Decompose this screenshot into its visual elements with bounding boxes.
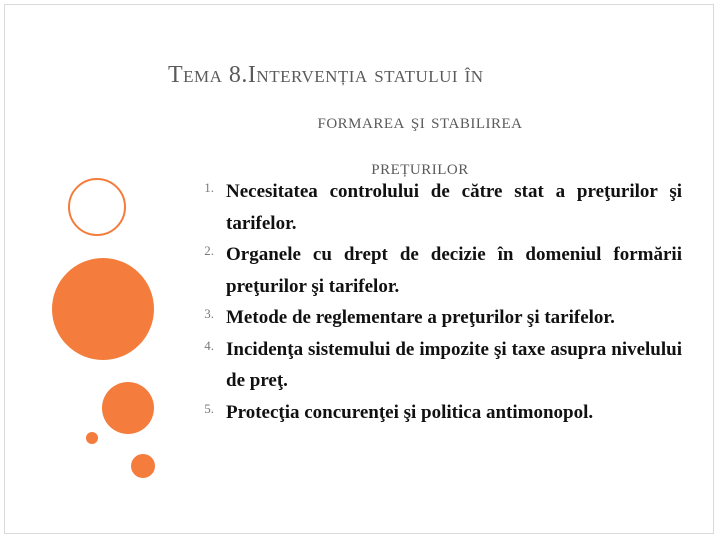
title-line-2: formarea şi stabilirea: [317, 108, 523, 133]
title-line-3: prețurilor: [371, 154, 469, 179]
list-item: [192, 239, 682, 302]
slide-title: [150, 52, 690, 190]
item-text: Necesitatea controlului de către stat a preţurilor şi tarifelor.: [226, 181, 682, 234]
decorative-circle-small: [131, 454, 155, 478]
item-number: 5.: [204, 400, 214, 416]
item-number: 4.: [204, 337, 214, 353]
decorative-circle-large: [52, 258, 154, 360]
list-item: [192, 176, 682, 239]
title-line-1: Tema 8.Intervenția statului în: [168, 62, 484, 88]
item-text: Metode de reglementare a preţurilor şi tarifelor.: [226, 307, 615, 328]
item-text: Incidenţa sistemului de impozite şi taxe asupra nivelului de preţ.: [226, 338, 682, 391]
list-item: [192, 397, 682, 429]
item-number: 3.: [204, 306, 214, 321]
list-item: [192, 302, 682, 334]
item-text: Organele cu drept de decizie în domeniul formării preţurilor şi tarifelor.: [226, 244, 682, 297]
topic-list: [192, 176, 682, 428]
decorative-circle-medium: [102, 382, 154, 434]
list-item: [192, 334, 682, 397]
item-number: 2.: [204, 243, 214, 258]
item-text: Protecţia concurenţei şi politica antimonopol.: [226, 401, 594, 423]
decorative-circle-tiny: [86, 432, 98, 444]
decorative-circle-outline: [68, 178, 126, 236]
item-number: 1.: [204, 180, 214, 195]
